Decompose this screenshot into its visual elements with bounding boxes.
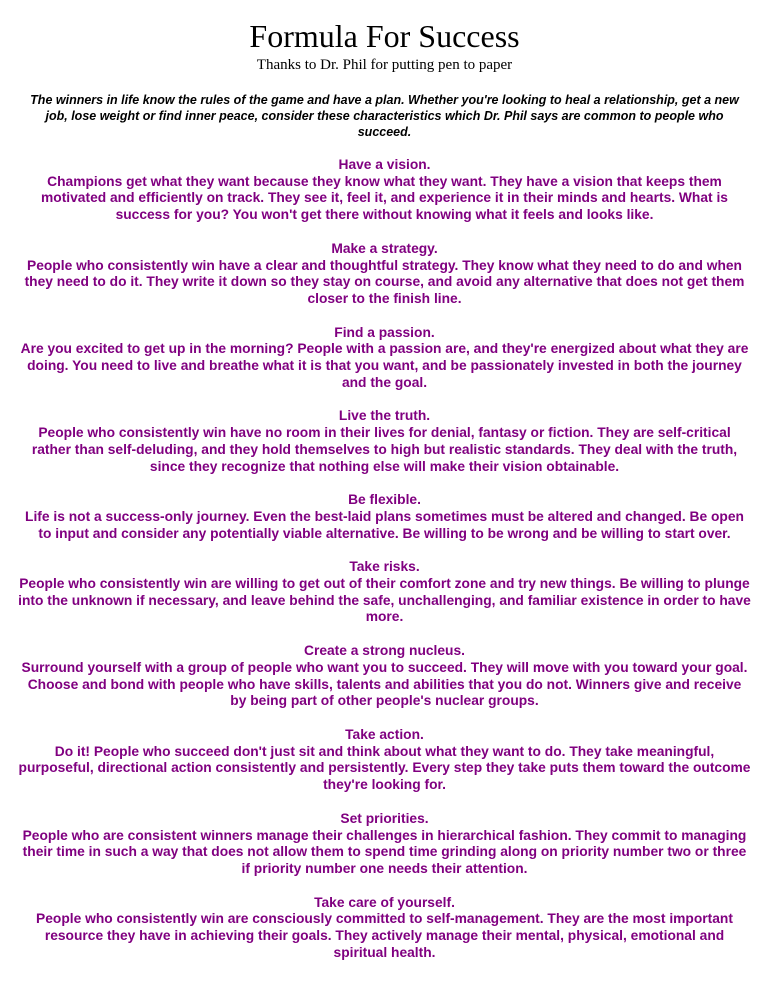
- section-make-a-strategy: [18, 241, 751, 308]
- section-heading: Take care of yourself.: [314, 894, 455, 910]
- section-take-action: [18, 727, 751, 794]
- section-heading: Find a passion.: [334, 324, 435, 340]
- section-body: Do it! People who succeed don't just sit and think about what they want to do. They take meaningful, purposeful, directional action consistently and persistently. Every step they take puts them toward the outcome they're looking for.: [18, 743, 751, 793]
- section-body: Champions get what they want because they know what they want. They have a vision that keeps them motivated and efficiently on track. They see it, feel it, and experience it in their minds and hearts. What is success for you? You won't get there without knowing what it feels and looks like.: [41, 173, 728, 223]
- section-heading: Have a vision.: [338, 157, 431, 172]
- section-body: People who are consistent winners manage their challenges in hierarchical fashion. They commit to managing their time in such a way that does not allow them to spend time grinding along on priority number two or three if priority number one needs their attention.: [22, 827, 747, 876]
- section-body: Surround yourself with a group of people who want you to succeed. They will move with you toward your goal. Choose and bond with people who have skills, talents and abilities that you do not. Winners give and receive by being part of other people's nuclear groups.: [21, 659, 748, 709]
- section-heading: Be flexible.: [348, 492, 421, 508]
- section-take-risks: [18, 559, 751, 626]
- section-be-flexible: [18, 492, 751, 542]
- section-live-the-truth: [18, 408, 751, 475]
- section-body: People who consistently win have a clear and thoughtful strategy. They know what they need to do and when they need to do it. They write it down so they stay on course, and avoid any alternative that does not get them closer to the finish line.: [24, 257, 745, 306]
- section-create-a-strong-nucleus: [18, 643, 751, 710]
- section-set-priorities: [18, 811, 751, 878]
- page-subtitle: Thanks to Dr. Phil for putting pen to paper: [256, 57, 513, 73]
- section-body: Are you excited to get up in the morning? People with a passion are, and they're energized about what they are doing. You need to live and breathe what it is that you want, and be passionately invested in both the journey and the goal.: [20, 341, 749, 390]
- section-body: People who consistently win are willing to get out of their comfort zone and try new things. Be willing to plunge into the unknown if necessary, and leave behind the safe, unchallenging, and familiar existence in order to have more.: [18, 576, 751, 625]
- section-take-care-of-yourself: [18, 895, 751, 962]
- section-body: People who consistently win are consciously committed to self-management. They are the most important resource they have in achieving their goals. They actively manage their mental, physical, emotional and spiritual health.: [36, 911, 733, 960]
- section-heading: Create a strong nucleus.: [303, 643, 465, 659]
- section-heading: Take risks.: [349, 559, 420, 575]
- section-heading: Live the truth.: [338, 408, 431, 424]
- section-body: People who consistently win have no room in their lives for denial, fantasy or fiction. They are self-critical rather than self-deluding, and they hold themselves to high but realistic standards. They deal with the truth, since they recognize that nothing else will make their vision obtainable.: [31, 425, 738, 474]
- intro-paragraph: The winners in life know the rules of the game and have a plan. Whether you're looking to heal a relationship, get a new job, lose weight or find inner peace, consider these characteristics which Dr. Phil says are common to people who succeed.: [30, 93, 739, 139]
- section-body: Life is not a success-only journey. Even the best-laid plans sometimes must be altered and changed. Be open to input and consider any potentially viable alternative. Be willing to be wrong and be willing to start over.: [25, 508, 744, 541]
- section-find-a-passion: [18, 325, 751, 392]
- section-heading: Take action.: [345, 726, 424, 742]
- page-title: Formula For Success: [249, 18, 520, 54]
- section-have-a-vision: [18, 157, 751, 224]
- section-heading: Set priorities.: [340, 810, 429, 826]
- section-heading: Make a strategy.: [331, 240, 438, 256]
